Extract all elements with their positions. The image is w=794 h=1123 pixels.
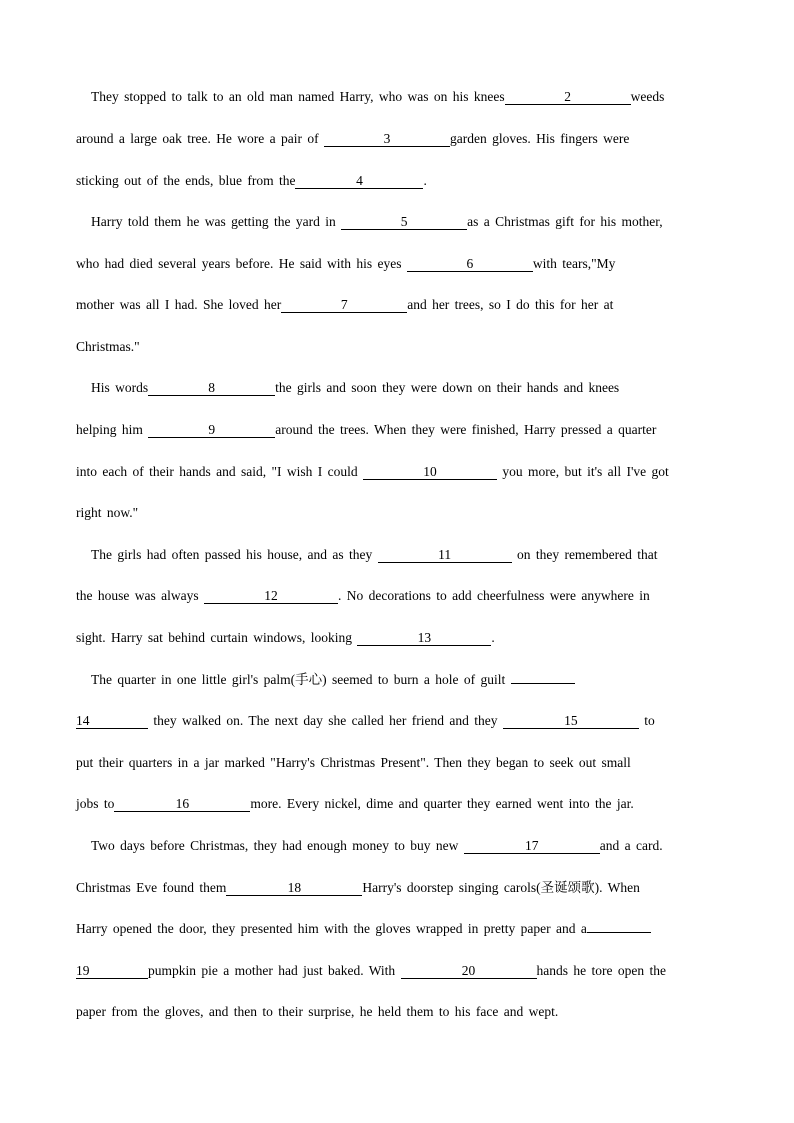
passage-text: and a card.	[599, 838, 663, 853]
passage-text: jobs to	[76, 796, 115, 811]
text-line	[76, 587, 650, 605]
passage-text: around the trees. When they were finished, Harry pressed a quarter	[275, 422, 657, 437]
passage-text: more. Every nickel, dime and quarter they earned went into the jar.	[250, 796, 634, 811]
text-line	[91, 213, 663, 231]
text-line	[76, 421, 656, 439]
blank-11: 11	[378, 547, 512, 563]
blank-8: 8	[148, 380, 275, 396]
passage-text: weeds	[630, 89, 665, 104]
blank-13: 13	[357, 630, 491, 646]
blank-2: 2	[505, 89, 631, 105]
passage-text: The girls had often passed his house, and as they	[91, 547, 378, 562]
text-line	[76, 629, 495, 647]
text-line	[91, 546, 658, 564]
passage-text: put their quarters in a jar marked "Harry's Christmas Present". Then they began to seek out small	[76, 755, 631, 770]
text-line	[91, 671, 575, 689]
passage-text: . No decorations to add cheerfulness were anywhere in	[337, 588, 650, 603]
text-line	[76, 130, 629, 148]
passage-text: they walked on. The next day she called her friend and they	[148, 713, 503, 728]
blank-14-start	[511, 683, 575, 684]
passage-text: to	[638, 713, 655, 728]
passage-text: paper from the gloves, and then to their surprise, he held them to his face and wept.	[76, 1004, 559, 1019]
passage-text: you more, but it's all I've got	[496, 464, 669, 479]
text-line	[76, 296, 613, 314]
passage-text: on they remembered that	[511, 547, 658, 562]
blank-15: 15	[503, 713, 639, 729]
blank-14: 14	[76, 713, 148, 729]
blank-19: 19	[76, 963, 148, 979]
passage-text: Harry told them he was getting the yard in	[91, 214, 342, 229]
passage-text: Christmas Eve found them	[76, 880, 227, 895]
passage-text: .	[491, 630, 495, 645]
text-line	[76, 172, 427, 190]
blank-3: 3	[324, 131, 450, 147]
blank-19-start	[587, 932, 651, 933]
text-line	[76, 504, 138, 522]
blank-4: 4	[295, 173, 423, 189]
passage-text: sticking out of the ends, blue from the	[76, 173, 296, 188]
passage-text: His words	[91, 380, 149, 395]
blank-12: 12	[204, 588, 338, 604]
passage-text: as a Christmas gift for his mother,	[467, 214, 663, 229]
text-line	[76, 338, 140, 356]
text-line	[91, 379, 619, 397]
blank-7: 7	[281, 297, 407, 313]
text-line	[76, 463, 669, 481]
passage-text: with tears,"My	[532, 256, 616, 271]
blank-16: 16	[114, 796, 250, 812]
blank-5: 5	[341, 214, 467, 230]
passage-text: pumpkin pie a mother had just baked. With	[148, 963, 401, 978]
passage-text: hands he tore open the	[536, 963, 667, 978]
passage-text: and her trees, so I do this for her at	[407, 297, 614, 312]
text-line	[91, 837, 663, 855]
passage-text: helping him	[76, 422, 149, 437]
passage-text: .	[423, 173, 427, 188]
blank-20: 20	[401, 963, 537, 979]
passage-text: Two days before Christmas, they had enough money to buy new	[91, 838, 464, 853]
blank-6: 6	[407, 256, 533, 272]
blank-17: 17	[464, 838, 600, 854]
passage-text: right now."	[76, 505, 139, 520]
blank-9: 9	[148, 422, 275, 438]
passage-text: mother was all I had. She loved her	[76, 297, 282, 312]
passage-text: They stopped to talk to an old man named Harry, who was on his knees	[91, 89, 505, 104]
text-line	[91, 88, 664, 106]
text-line	[76, 712, 655, 730]
passage-text: Harry's doorstep singing carols(圣诞颂歌). When	[362, 880, 640, 895]
text-line	[76, 920, 651, 938]
passage-text: The quarter in one little girl's palm(手心) seemed to burn a hole of guilt	[91, 672, 511, 687]
blank-10: 10	[363, 464, 497, 480]
passage-text: garden gloves. His fingers were	[450, 131, 630, 146]
text-line	[76, 879, 640, 897]
passage-text: who had died several years before. He said with his eyes	[76, 256, 407, 271]
text-line	[76, 1003, 558, 1021]
blank-18: 18	[226, 880, 362, 896]
text-line	[76, 795, 634, 813]
text-line	[76, 962, 666, 980]
passage-text: sight. Harry sat behind curtain windows, looking	[76, 630, 358, 645]
text-line	[76, 754, 631, 772]
passage-text: the girls and soon they were down on their hands and knees	[275, 380, 620, 395]
text-line	[76, 255, 615, 273]
passage-text: the house was always	[76, 588, 204, 603]
passage-text: Christmas."	[76, 339, 140, 354]
passage-text: into each of their hands and said, "I wish I could	[76, 464, 363, 479]
passage-text: Harry opened the door, they presented him with the gloves wrapped in pretty paper and a	[76, 921, 587, 936]
passage-text: around a large oak tree. He wore a pair of	[76, 131, 325, 146]
